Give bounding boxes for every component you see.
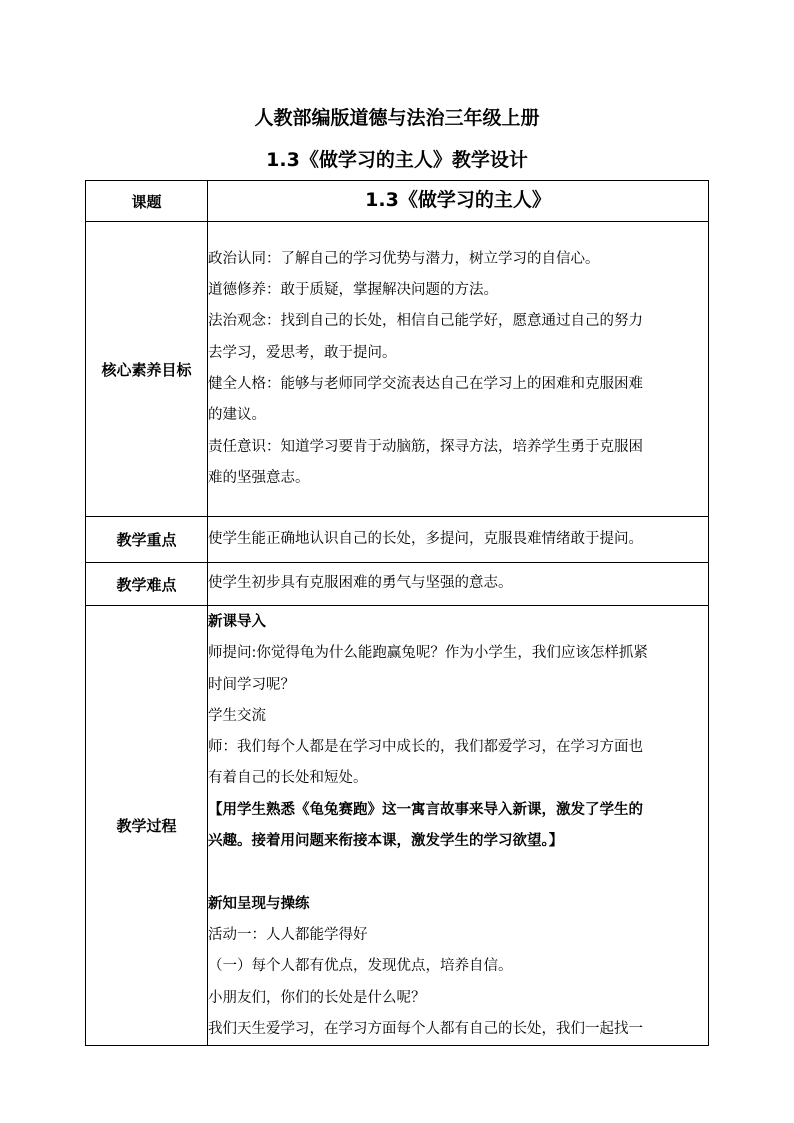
core-goals-content <box>208 222 709 517</box>
process-line: 活动一：人人都能学得好 <box>208 926 368 943</box>
process-content <box>208 606 709 1046</box>
difficulties-label: 教学难点 <box>86 563 208 606</box>
key-points-value: 使学生能正确地认识自己的长处，多提问，克服畏难情绪敢于提问。 <box>208 517 709 563</box>
table-row-difficulties <box>86 563 709 606</box>
blank-line <box>208 857 708 888</box>
process-line: 时间学习呢？ <box>208 676 295 693</box>
process-line: （一）每个人都有优点，发现优点，培养自信。 <box>208 958 513 975</box>
design-note: 兴趣。接着用问题来衔接本课，激发学生的学习欲望。】 <box>208 833 564 850</box>
core-goal-line: 难的坚强意志。 <box>208 469 310 486</box>
table-row-topic <box>86 181 709 222</box>
core-goals-label: 核心素养目标 <box>86 222 208 517</box>
document-title: 人教部编版道德与法治三年级上册 <box>254 107 540 129</box>
table-row-core-goals <box>86 222 709 517</box>
difficulties-value: 使学生初步具有克服困难的勇气与坚强的意志。 <box>208 563 709 606</box>
key-points-label: 教学重点 <box>86 517 208 563</box>
process-line: 有着自己的长处和短处。 <box>208 770 368 787</box>
design-note: 【用学生熟悉《龟兔赛跑》这一寓言故事来导入新课，激发了学生的 <box>208 801 643 818</box>
process-line: 我们天生爱学习，在学习方面每个人都有自己的长处，我们一起找一 <box>208 1020 643 1037</box>
core-goal-line: 政治认同：了解自己的学习优势与潜力，树立学习的自信心。 <box>208 250 600 267</box>
core-goal-line: 健全人格：能够与老师同学交流表达自己在学习上的困难和克服困难 <box>208 376 643 392</box>
process-line: 学生交流 <box>208 707 266 724</box>
lesson-plan-table <box>85 180 709 1046</box>
topic-value: 1.3《做学习的主人》 <box>208 181 709 222</box>
process-line: 师：我们每个人都是在学习中成长的，我们都爱学习，在学习方面也 <box>208 739 643 756</box>
topic-label: 课题 <box>86 181 208 222</box>
section-heading: 新知呈现与操练 <box>208 895 310 912</box>
core-goal-line: 的建议。 <box>208 407 266 424</box>
core-goal-line: 去学习，爱思考，敢于提问。 <box>208 344 397 361</box>
section-heading: 新课导入 <box>208 614 266 630</box>
process-label: 教学过程 <box>86 606 208 1046</box>
core-goal-line: 道德修养：敢于质疑，掌握解决问题的方法。 <box>208 282 498 299</box>
table-row-process <box>86 606 709 1046</box>
core-goal-line: 法治观念：找到自己的长处，相信自己能学好，愿意通过自己的努力 <box>208 313 643 330</box>
process-line: 师提问:你觉得龟为什么能跑赢兔呢？作为小学生，我们应该怎样抓紧 <box>208 645 648 662</box>
document-subtitle: 1.3《做学习的主人》教学设计 <box>266 149 528 171</box>
core-goal-line: 责任意识：知道学习要肯于动脑筋，探寻方法，培养学生勇于克服困 <box>208 438 643 455</box>
process-line: 小朋友们，你们的长处是什么呢？ <box>208 989 426 1006</box>
table-row-key-points <box>86 517 709 563</box>
